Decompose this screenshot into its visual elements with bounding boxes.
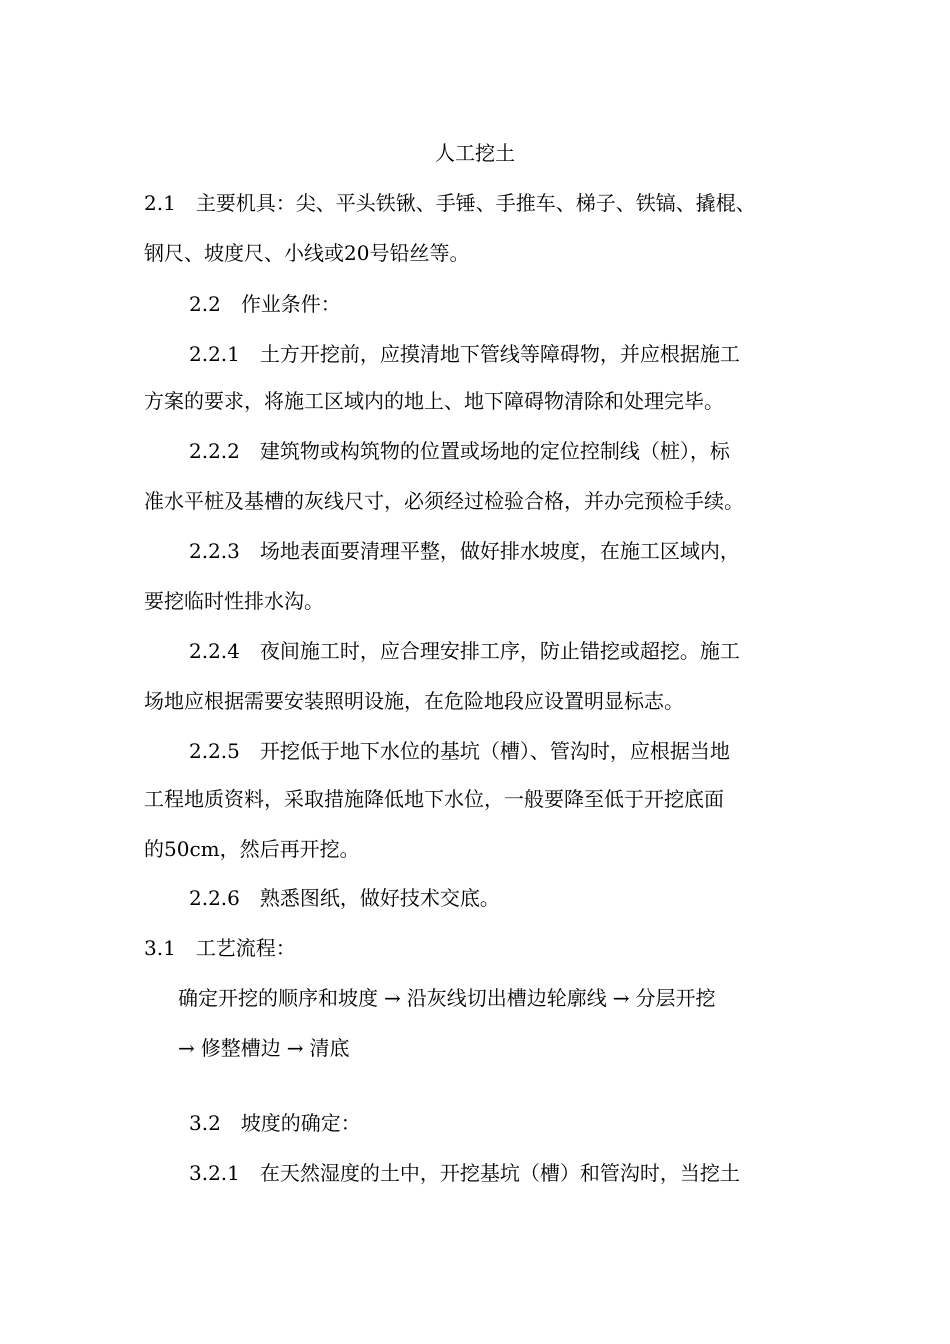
paragraph-text: 钢尺、坡度尺、小线或20号铅丝等。 — [144, 241, 470, 265]
section-2-2-2-line-2 — [144, 484, 744, 518]
section-2-2-5-line-3 — [144, 832, 360, 866]
section-2-1-line-2 — [144, 236, 469, 270]
section-2-2-3-line-1 — [189, 534, 740, 568]
section-number: 3.2 — [189, 1111, 221, 1135]
flow-step: 沿灰线切出槽边轮廓线 — [406, 986, 607, 1010]
paragraph-text: 土方开挖前，应摸清地下管线等障碍物，并应根据施工 — [259, 342, 740, 366]
paragraph-text: 场地表面要清理平整，做好排水坡度，在施工区域内， — [259, 539, 740, 563]
paragraph-text: 夜间施工时，应合理安排工序，防止错挖或超挖。施工 — [259, 639, 740, 663]
section-2-2-4-line-2 — [144, 684, 684, 718]
section-heading: 坡度的确定： — [240, 1111, 361, 1135]
section-2-2-4-line-1 — [189, 634, 740, 668]
section-2-2-2-line-1 — [189, 434, 730, 468]
flow-step: 分层开挖 — [635, 986, 716, 1010]
paragraph-text: 在天然湿度的土中，开挖基坑（槽）和管沟时，当挖土 — [259, 1161, 740, 1185]
paragraph-text: 开挖低于地下水位的基坑（槽）、管沟时，应根据当地 — [259, 739, 730, 763]
arrow-right-icon: → — [612, 986, 630, 1010]
process-flow-line-1 — [178, 981, 716, 1015]
section-number: 2.2.5 — [189, 739, 240, 763]
section-number: 2.1 — [144, 191, 176, 215]
section-2-2-5-line-2 — [144, 782, 724, 816]
arrow-right-icon: → — [286, 1036, 304, 1060]
flow-step: 确定开挖的顺序和坡度 — [178, 986, 378, 1010]
arrow-right-icon: → — [384, 986, 401, 1010]
section-3-2-1-line-1 — [189, 1156, 740, 1190]
paragraph-text: 工程地质资料，采取措施降低地下水位，一般要降至低于开挖底面 — [144, 787, 724, 811]
section-number: 2.2.2 — [189, 439, 240, 463]
paragraph-text: 建筑物或构筑物的位置或场地的定位控制线（桩），标 — [259, 439, 730, 463]
section-2-2-1-line-2 — [144, 384, 724, 418]
section-3-2 — [189, 1106, 361, 1140]
section-2-2-3-line-2 — [144, 584, 324, 618]
paragraph-text: 场地应根据需要安装照明设施，在危险地段应设置明显标志。 — [144, 689, 684, 713]
section-2-2-5-line-1 — [189, 734, 730, 768]
process-flow-line-2 — [178, 1031, 350, 1065]
section-number: 3.1 — [144, 936, 176, 960]
document-title: 人工挖土 — [435, 141, 515, 165]
section-2-1-line-1 — [144, 186, 756, 220]
section-heading: 作业条件： — [240, 292, 341, 316]
section-number: 3.2.1 — [189, 1161, 240, 1185]
section-heading: 工艺流程： — [195, 936, 296, 960]
section-3-1 — [144, 931, 296, 965]
section-2-2-1-line-1 — [189, 337, 740, 371]
section-number: 2.2.3 — [189, 539, 240, 563]
section-number: 2.2.1 — [189, 342, 240, 366]
section-2-2-6 — [189, 881, 500, 915]
paragraph-text: 方案的要求，将施工区域内的地上、地下障碍物清除和处理完毕。 — [144, 389, 724, 413]
section-number: 2.2 — [189, 292, 221, 316]
flow-step: 修整槽边 — [200, 1036, 281, 1060]
section-number: 2.2.4 — [189, 639, 240, 663]
paragraph-text: 熟悉图纸，做好技术交底。 — [259, 886, 500, 910]
section-2-2 — [189, 287, 341, 321]
flow-step: 清底 — [309, 1036, 350, 1060]
paragraph-text: 准水平桩及基槽的灰线尺寸，必须经过检验合格，并办完预检手续。 — [144, 489, 744, 513]
paragraph-text: 要挖临时性排水沟。 — [144, 589, 324, 613]
arrow-right-icon: → — [178, 1036, 195, 1060]
paragraph-text: 的50cm，然后再开挖。 — [144, 837, 360, 861]
paragraph-text: 主要机具：尖、平头铁锹、手锤、手推车、梯子、铁镐、撬棍、 — [195, 191, 756, 215]
section-number: 2.2.6 — [189, 886, 240, 910]
